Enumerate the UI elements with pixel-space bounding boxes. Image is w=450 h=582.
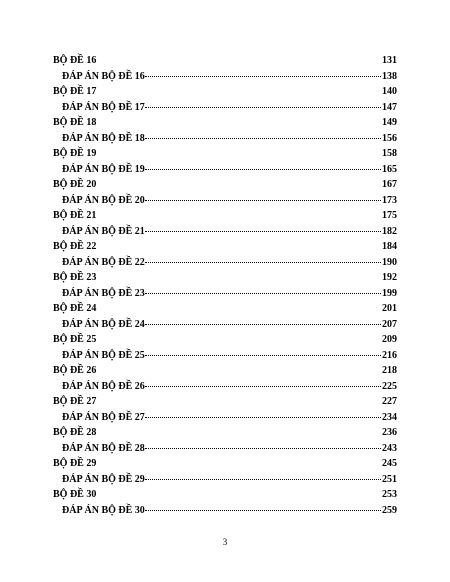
toc-entry[interactable] — [53, 270, 397, 286]
toc-entry-page: 236 — [382, 427, 397, 438]
toc-entry-title: ĐÁP ÁN BỘ ĐỀ 16 — [62, 70, 145, 82]
toc-subentry[interactable] — [53, 131, 397, 147]
toc-entry-title: ĐÁP ÁN BỘ ĐỀ 26 — [62, 380, 145, 392]
toc-subentry[interactable] — [53, 224, 397, 240]
toc-subentry[interactable] — [53, 410, 397, 426]
toc-subentry[interactable] — [53, 100, 397, 116]
toc-entry-page: 156 — [382, 132, 397, 144]
toc-entry-title: BỘ ĐỀ 28 — [53, 427, 97, 438]
toc-subentry[interactable] — [53, 193, 397, 209]
toc-entry-page: 253 — [382, 489, 397, 500]
toc-entry-page: 209 — [382, 334, 397, 345]
toc-entry-title: BỘ ĐỀ 18 — [53, 117, 97, 128]
toc-entry-page: 182 — [382, 225, 397, 237]
toc-entry-title: BỘ ĐỀ 17 — [53, 86, 97, 97]
toc-entry-page: 225 — [382, 380, 397, 392]
toc-entry-title: BỘ ĐỀ 22 — [53, 241, 97, 252]
toc-entry-title: ĐÁP ÁN BỘ ĐỀ 29 — [62, 473, 145, 485]
dot-leader — [145, 479, 381, 480]
toc-entry[interactable] — [53, 239, 397, 255]
toc-entry-page: 165 — [382, 163, 397, 175]
toc-entry-title: BỘ ĐỀ 19 — [53, 148, 97, 159]
toc-entry-title: ĐÁP ÁN BỘ ĐỀ 25 — [62, 349, 145, 361]
toc-entry-title: BỘ ĐỀ 21 — [53, 210, 97, 221]
toc-subentry[interactable] — [53, 472, 397, 488]
toc-entry-title: BỘ ĐỀ 27 — [53, 396, 97, 407]
toc-entry[interactable] — [53, 115, 397, 131]
toc-entry-page: 173 — [382, 194, 397, 206]
toc-subentry[interactable] — [53, 441, 397, 457]
toc-entry-title: BỘ ĐỀ 23 — [53, 272, 97, 283]
toc-entry-page: 245 — [382, 458, 397, 469]
toc-subentry[interactable] — [53, 317, 397, 333]
dot-leader — [145, 107, 381, 108]
toc-entry-page: 190 — [382, 256, 397, 268]
dot-leader — [145, 138, 381, 139]
toc-entry-title: BỘ ĐỀ 29 — [53, 458, 97, 469]
toc-entry[interactable] — [53, 394, 397, 410]
toc-entry-page: 149 — [382, 117, 397, 128]
toc-entry-title: ĐÁP ÁN BỘ ĐỀ 18 — [62, 132, 145, 144]
toc-entry-page: 138 — [382, 70, 397, 82]
toc-entry[interactable] — [53, 84, 397, 100]
toc-entry-title: ĐÁP ÁN BỘ ĐỀ 27 — [62, 411, 145, 423]
toc-entry-title: ĐÁP ÁN BỘ ĐỀ 20 — [62, 194, 145, 206]
toc-entry-title: ĐÁP ÁN BỘ ĐỀ 24 — [62, 318, 145, 330]
toc-entry-title: BỘ ĐỀ 24 — [53, 303, 97, 314]
toc-entry-page: 184 — [382, 241, 397, 252]
toc-subentry[interactable] — [53, 503, 397, 519]
toc-entry[interactable] — [53, 487, 397, 503]
dot-leader — [145, 510, 381, 511]
toc-entry-page: 227 — [382, 396, 397, 407]
toc-entry-title: BỘ ĐỀ 26 — [53, 365, 97, 376]
table-of-contents — [53, 53, 397, 518]
dot-leader — [145, 448, 381, 449]
dot-leader — [145, 169, 381, 170]
page-number: 3 — [222, 537, 228, 547]
dot-leader — [145, 355, 381, 356]
toc-entry-page: 243 — [382, 442, 397, 454]
toc-subentry[interactable] — [53, 348, 397, 364]
dot-leader — [145, 200, 381, 201]
toc-entry-title: ĐÁP ÁN BỘ ĐỀ 19 — [62, 163, 145, 175]
toc-entry-title: BỘ ĐỀ 25 — [53, 334, 97, 345]
toc-entry-title: ĐÁP ÁN BỘ ĐỀ 21 — [62, 225, 145, 237]
toc-entry[interactable] — [53, 146, 397, 162]
toc-entry-page: 131 — [382, 55, 397, 66]
toc-entry[interactable] — [53, 456, 397, 472]
toc-entry[interactable] — [53, 208, 397, 224]
toc-entry-page: 207 — [382, 318, 397, 330]
dot-leader — [145, 262, 381, 263]
toc-entry-page: 216 — [382, 349, 397, 361]
toc-entry-title: ĐÁP ÁN BỘ ĐỀ 22 — [62, 256, 145, 268]
toc-entry-page: 192 — [382, 272, 397, 283]
toc-entry-title: BỘ ĐỀ 20 — [53, 179, 97, 190]
toc-entry-title: BỘ ĐỀ 30 — [53, 489, 97, 500]
toc-entry[interactable] — [53, 177, 397, 193]
toc-entry[interactable] — [53, 53, 397, 69]
toc-subentry[interactable] — [53, 69, 397, 85]
dot-leader — [145, 231, 381, 232]
toc-entry-title: BỘ ĐỀ 16 — [53, 55, 97, 66]
toc-entry-title: ĐÁP ÁN BỘ ĐỀ 17 — [62, 101, 145, 113]
toc-entry-page: 218 — [382, 365, 397, 376]
toc-entry-page: 234 — [382, 411, 397, 423]
dot-leader — [145, 76, 381, 77]
toc-entry-page: 158 — [382, 148, 397, 159]
dot-leader — [145, 324, 381, 325]
toc-entry-page: 251 — [382, 473, 397, 485]
toc-entry-page: 147 — [382, 101, 397, 113]
toc-entry[interactable] — [53, 425, 397, 441]
toc-entry-page: 201 — [382, 303, 397, 314]
toc-entry-page: 199 — [382, 287, 397, 299]
toc-entry[interactable] — [53, 332, 397, 348]
toc-entry-page: 167 — [382, 179, 397, 190]
toc-entry-title: ĐÁP ÁN BỘ ĐỀ 30 — [62, 504, 145, 516]
toc-entry[interactable] — [53, 363, 397, 379]
toc-entry-title: ĐÁP ÁN BỘ ĐỀ 28 — [62, 442, 145, 454]
dot-leader — [145, 293, 381, 294]
dot-leader — [145, 417, 381, 418]
toc-entry-page: 140 — [382, 86, 397, 97]
toc-subentry[interactable] — [53, 255, 397, 271]
toc-subentry[interactable] — [53, 162, 397, 178]
toc-entry[interactable] — [53, 301, 397, 317]
toc-subentry[interactable] — [53, 286, 397, 302]
toc-subentry[interactable] — [53, 379, 397, 395]
toc-entry-page: 259 — [382, 504, 397, 516]
dot-leader — [145, 386, 381, 387]
toc-entry-page: 175 — [382, 210, 397, 221]
toc-entry-title: ĐÁP ÁN BỘ ĐỀ 23 — [62, 287, 145, 299]
